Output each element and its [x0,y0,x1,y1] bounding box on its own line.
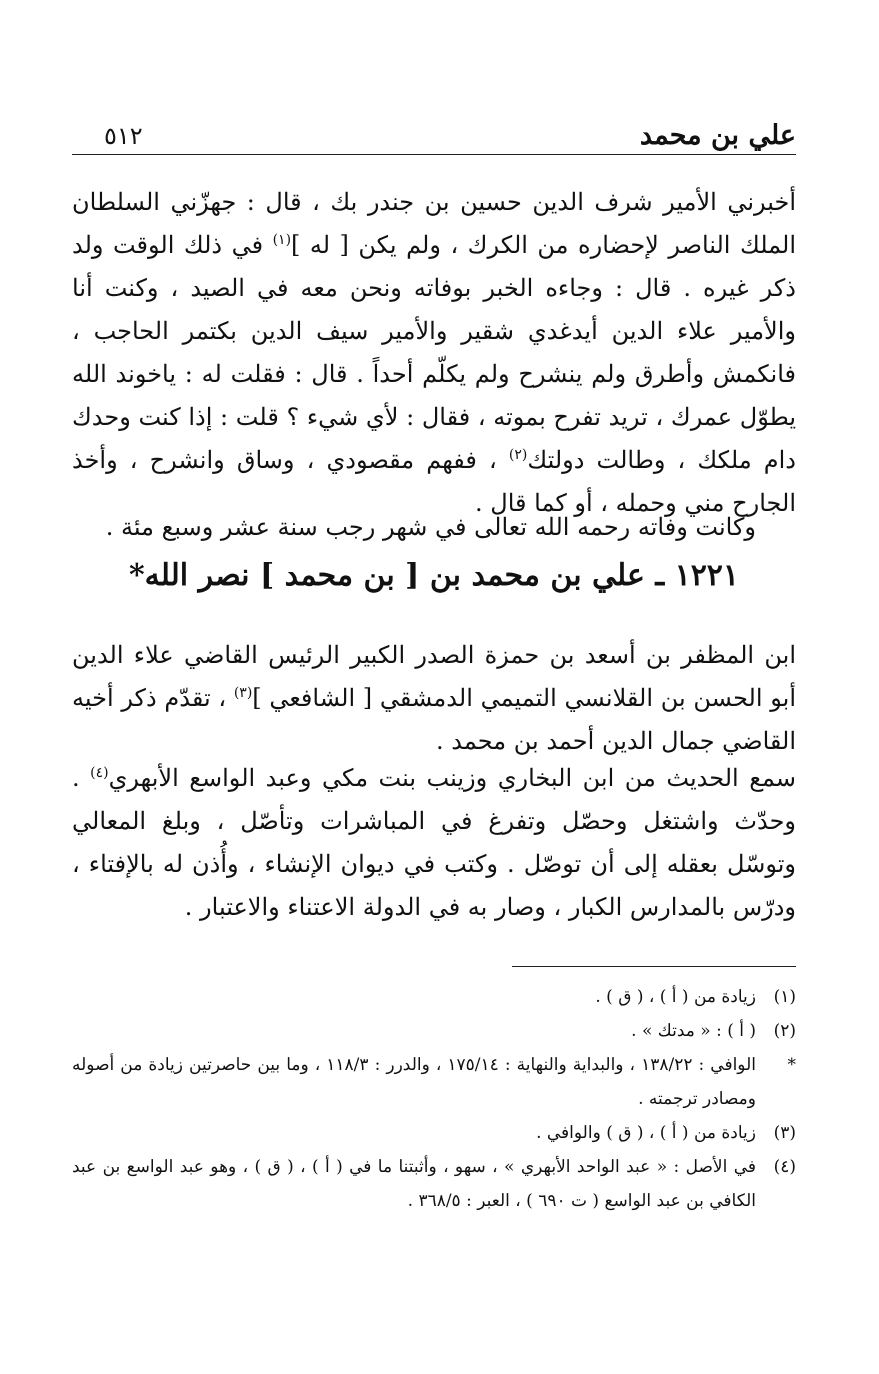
footnote-ref-3: (٣) [233,685,253,701]
paragraph-text: في ذلك الوقت ولد ذكر غيره . قال : وجاءه الخبر بوفاته ونحن معه في الصيد ، وكنت أنا والأمير علاء الدين أيدغدي شقير والأمير سيف الدين بكتمر الحاجب ، فانكمش وأطرق ولم ينشرح ولم يكلّم أحداً . قال : فقلت له : ياخوند الله يطوّل عمرك ، تريد تفرح بموته ، فقال : لأي شيء ؟ قلت : إذا كنت وحدك دام ملكك ، وطالت دولتك [72,231,796,474]
paragraph-text: ، تقدّم ذكر أخيه القاضي جمال الدين أحمد بن محمد . [72,684,796,755]
page-header [72,118,796,155]
footnote-text: الوافي : ١٣٨/٢٢ ، والبداية والنهاية : ١٧٥/١٤ ، والدرر : ١١٨/٣ ، وما بين حاصرتين زيادة من أصوله ومصادر ترجمته . [72,1055,756,1109]
footnote-text: في الأصل : « عبد الواحد الأبهري » ، سهو ، وأثبتنا ما في ( أ ) ، ( ق ) ، وهو عبد الواسع بن عبد الكافي بن عبد الواسع ( ت ٦٩٠ ) ، العبر : ٣٦٨/٥ . [72,1157,756,1211]
footnote-marker: * [787,1055,796,1075]
footnote [72,1048,796,1116]
footnote-ref-4: (٤) [90,765,109,781]
footnote-text: زيادة من ( أ ) ، ( ق ) . [595,987,756,1007]
paragraph-career [72,757,796,929]
footnote-ref-1: (١) [272,232,292,248]
page-number: ٥١٢ [104,122,143,150]
paragraph-text: سمع الحديث من ابن البخاري وزينب بنت مكي وعبد الواسع الأبهري [108,764,796,792]
footnote-text: ( أ ) : « مدتك » . [631,1021,756,1041]
entry-heading: ١٢٢١ ـ علي بن محمد بن [ بن محمد ] نصر الله* [128,558,740,593]
footnote [72,1116,796,1150]
footnote-marker: (٣) [773,1123,796,1143]
footnote-text: زيادة من ( أ ) ، ( ق ) والوافي . [536,1123,756,1143]
paragraph-lineage [72,634,796,763]
running-head: علي بن محمد [639,120,796,151]
footnote-marker: (٢) [773,1021,796,1041]
footnote [72,1014,796,1048]
footnote-marker: (٤) [773,1157,796,1177]
footnote [72,980,796,1014]
paragraph-anecdote [72,181,796,525]
paragraph-text: ابن المظفر بن أسعد بن حمزة الصدر الكبير الرئيس القاضي علاء الدين أبو الحسن بن القلانسي التميمي الدمشقي [ الشافعي ] [72,641,796,712]
footnote-ref-2: (٢) [508,447,528,463]
paragraph-text: . وحدّث واشتغل وحصّل وتفرغ في المباشرات وتأصّل ، وبلغ المعالي وتوسّل بعقله إلى أن توصّل . وكتب في ديوان الإنشاء ، وأُذن له بالإفتاء ، ودرّس بالمدارس الكبار ، وصار به في الدولة الاعتناء والاعتبار . [72,764,796,921]
paragraph-text: وكانت وفاته رحمه الله تعالى في شهر رجب سنة عشر وسبع مئة . [105,513,756,541]
footnote-divider [512,966,796,967]
paragraph-text: ، ففهم مقصودي ، وساق وانشرح ، وأخذ الجارح مني وحمله ، أو كما قال . [72,446,796,517]
paragraph-death-date [72,506,796,549]
footnotes [72,980,796,1218]
footnote [72,1150,796,1218]
footnote-marker: (١) [773,987,796,1007]
paragraph-text: أخبرني الأمير شرف الدين حسين بن جندر بك ، قال : جهزّني السلطان الملك الناصر لإحضاره من الكرك ، ولم يكن [ له ] [72,188,796,259]
